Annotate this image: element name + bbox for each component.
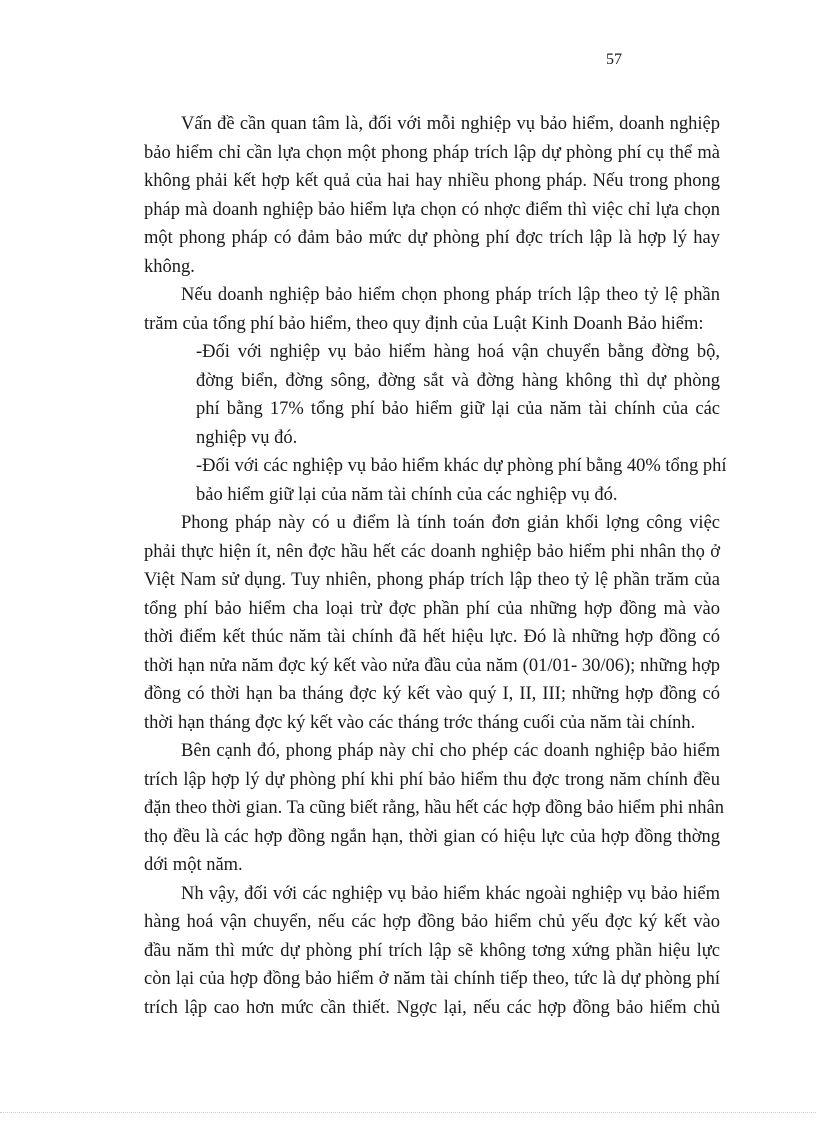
text-line: không. xyxy=(144,256,195,277)
text-line: hàng hoá vận chuyển, nếu các hợp đồng bảo hiểm chủ yếu đợc ký kết vào xyxy=(144,912,720,932)
text-line: đồng có thời hạn ba tháng đợc ký kết vào quý I, II, III; những hợp đồng có xyxy=(144,684,720,704)
text-line: dới một năm. xyxy=(144,855,243,875)
text-line: Nếu doanh nghiệp bảo hiểm chọn phong pháp trích lập theo tỷ lệ phần xyxy=(181,285,720,305)
text-line: thọ đều là các hợp đồng ngắn hạn, thời gian có hiệu lực của hợp đồng thờng xyxy=(144,826,720,847)
text-line: một phong pháp có đảm bảo mức dự phòng phí đợc trích lập là hợp lý hay xyxy=(144,228,720,248)
bullet-line: nghiệp vụ đó. xyxy=(196,427,298,448)
text-line: trích lập hợp lý dự phòng phí khi phí bảo hiểm thu đợc trong năm chính đều xyxy=(144,769,720,790)
body-text xyxy=(144,110,727,1022)
text-line: còn lại của hợp đồng bảo hiểm ở năm tài chính tiếp theo, tức là dự phòng phí xyxy=(144,969,720,989)
text-line: Bên cạnh đó, phong pháp này chỉ cho phép các doanh nghiệp bảo hiểm xyxy=(181,741,720,761)
text-line: trăm của tổng phí bảo hiểm, theo quy định của Luật Kinh Doanh Bảo hiểm: xyxy=(144,313,704,334)
text-line: thời điểm kết thúc năm tài chính đã hết hiệu lực. Đó là những hợp đồng có xyxy=(144,627,720,647)
bullet-line: -Đối với nghiệp vụ bảo hiểm hàng hoá vận chuyển bằng đờng bộ, xyxy=(196,342,720,362)
text-line: đầu năm thì mức dự phòng phí trích lập sẽ không tơng xứng phần hiệu lực xyxy=(144,940,720,961)
text-line: Nh vậy, đối với các nghiệp vụ bảo hiểm khác ngoài nghiệp vụ bảo hiểm xyxy=(181,883,720,904)
bullet-line: -Đối với các nghiệp vụ bảo hiểm khác dự phòng phí bằng 40% tổng phí xyxy=(196,456,727,476)
bullet-line: đờng biển, đờng sông, đờng sắt và đờng hàng không thì dự phòng xyxy=(196,370,720,391)
page-number: 57 xyxy=(606,51,622,68)
text-line: bảo hiểm chỉ cần lựa chọn một phong pháp trích lập dự phòng phí cụ thể mà xyxy=(144,142,720,163)
text-line: Việt Nam sử dụng. Tuy nhiên, phong pháp trích lập theo tỷ lệ phần trăm của xyxy=(144,570,720,590)
text-line: phải thực hiện ít, nên đợc hầu hết các doanh nghiệp bảo hiểm phi nhân thọ ở xyxy=(144,541,720,562)
text-line: thời hạn tháng đợc ký kết vào các tháng trớc tháng cuối của năm tài chính. xyxy=(144,712,696,733)
text-line: tổng phí bảo hiểm cha loại trừ đợc phần phí của những hợp đồng mà vào xyxy=(144,598,720,619)
text-line: đặn theo thời gian. Ta cũng biết rằng, hầu hết các hợp đồng bảo hiểm phi nhân xyxy=(144,798,724,818)
page-bottom-border xyxy=(0,1112,816,1113)
text-line: thời hạn nửa năm đợc ký kết vào nửa đầu của năm (01/01- 30/06); những hợp xyxy=(144,655,720,676)
text-line: trích lập cao hơn mức cần thiết. Ngợc lại, nếu các hợp đồng bảo hiểm chủ xyxy=(144,997,720,1018)
bullet-line: bảo hiểm giữ lại của năm tài chính của các nghiệp vụ đó. xyxy=(196,484,618,505)
text-line: Vấn đề cần quan tâm là, đối với mỗi nghiệp vụ bảo hiểm, doanh nghiệp xyxy=(181,114,720,134)
bullet-line: phí bằng 17% tổng phí bảo hiểm giữ lại của năm tài chính của các xyxy=(196,399,720,419)
text-line: pháp mà doanh nghiệp bảo hiểm lựa chọn có nhợc điểm thì việc chỉ lựa chọn xyxy=(144,199,720,220)
text-line: Phong pháp này có u điểm là tính toán đơn giản khối lợng công việc xyxy=(181,513,720,533)
text-line: không phải kết hợp kết quả của hai hay nhiều phong pháp. Nếu trong phong xyxy=(144,171,720,191)
